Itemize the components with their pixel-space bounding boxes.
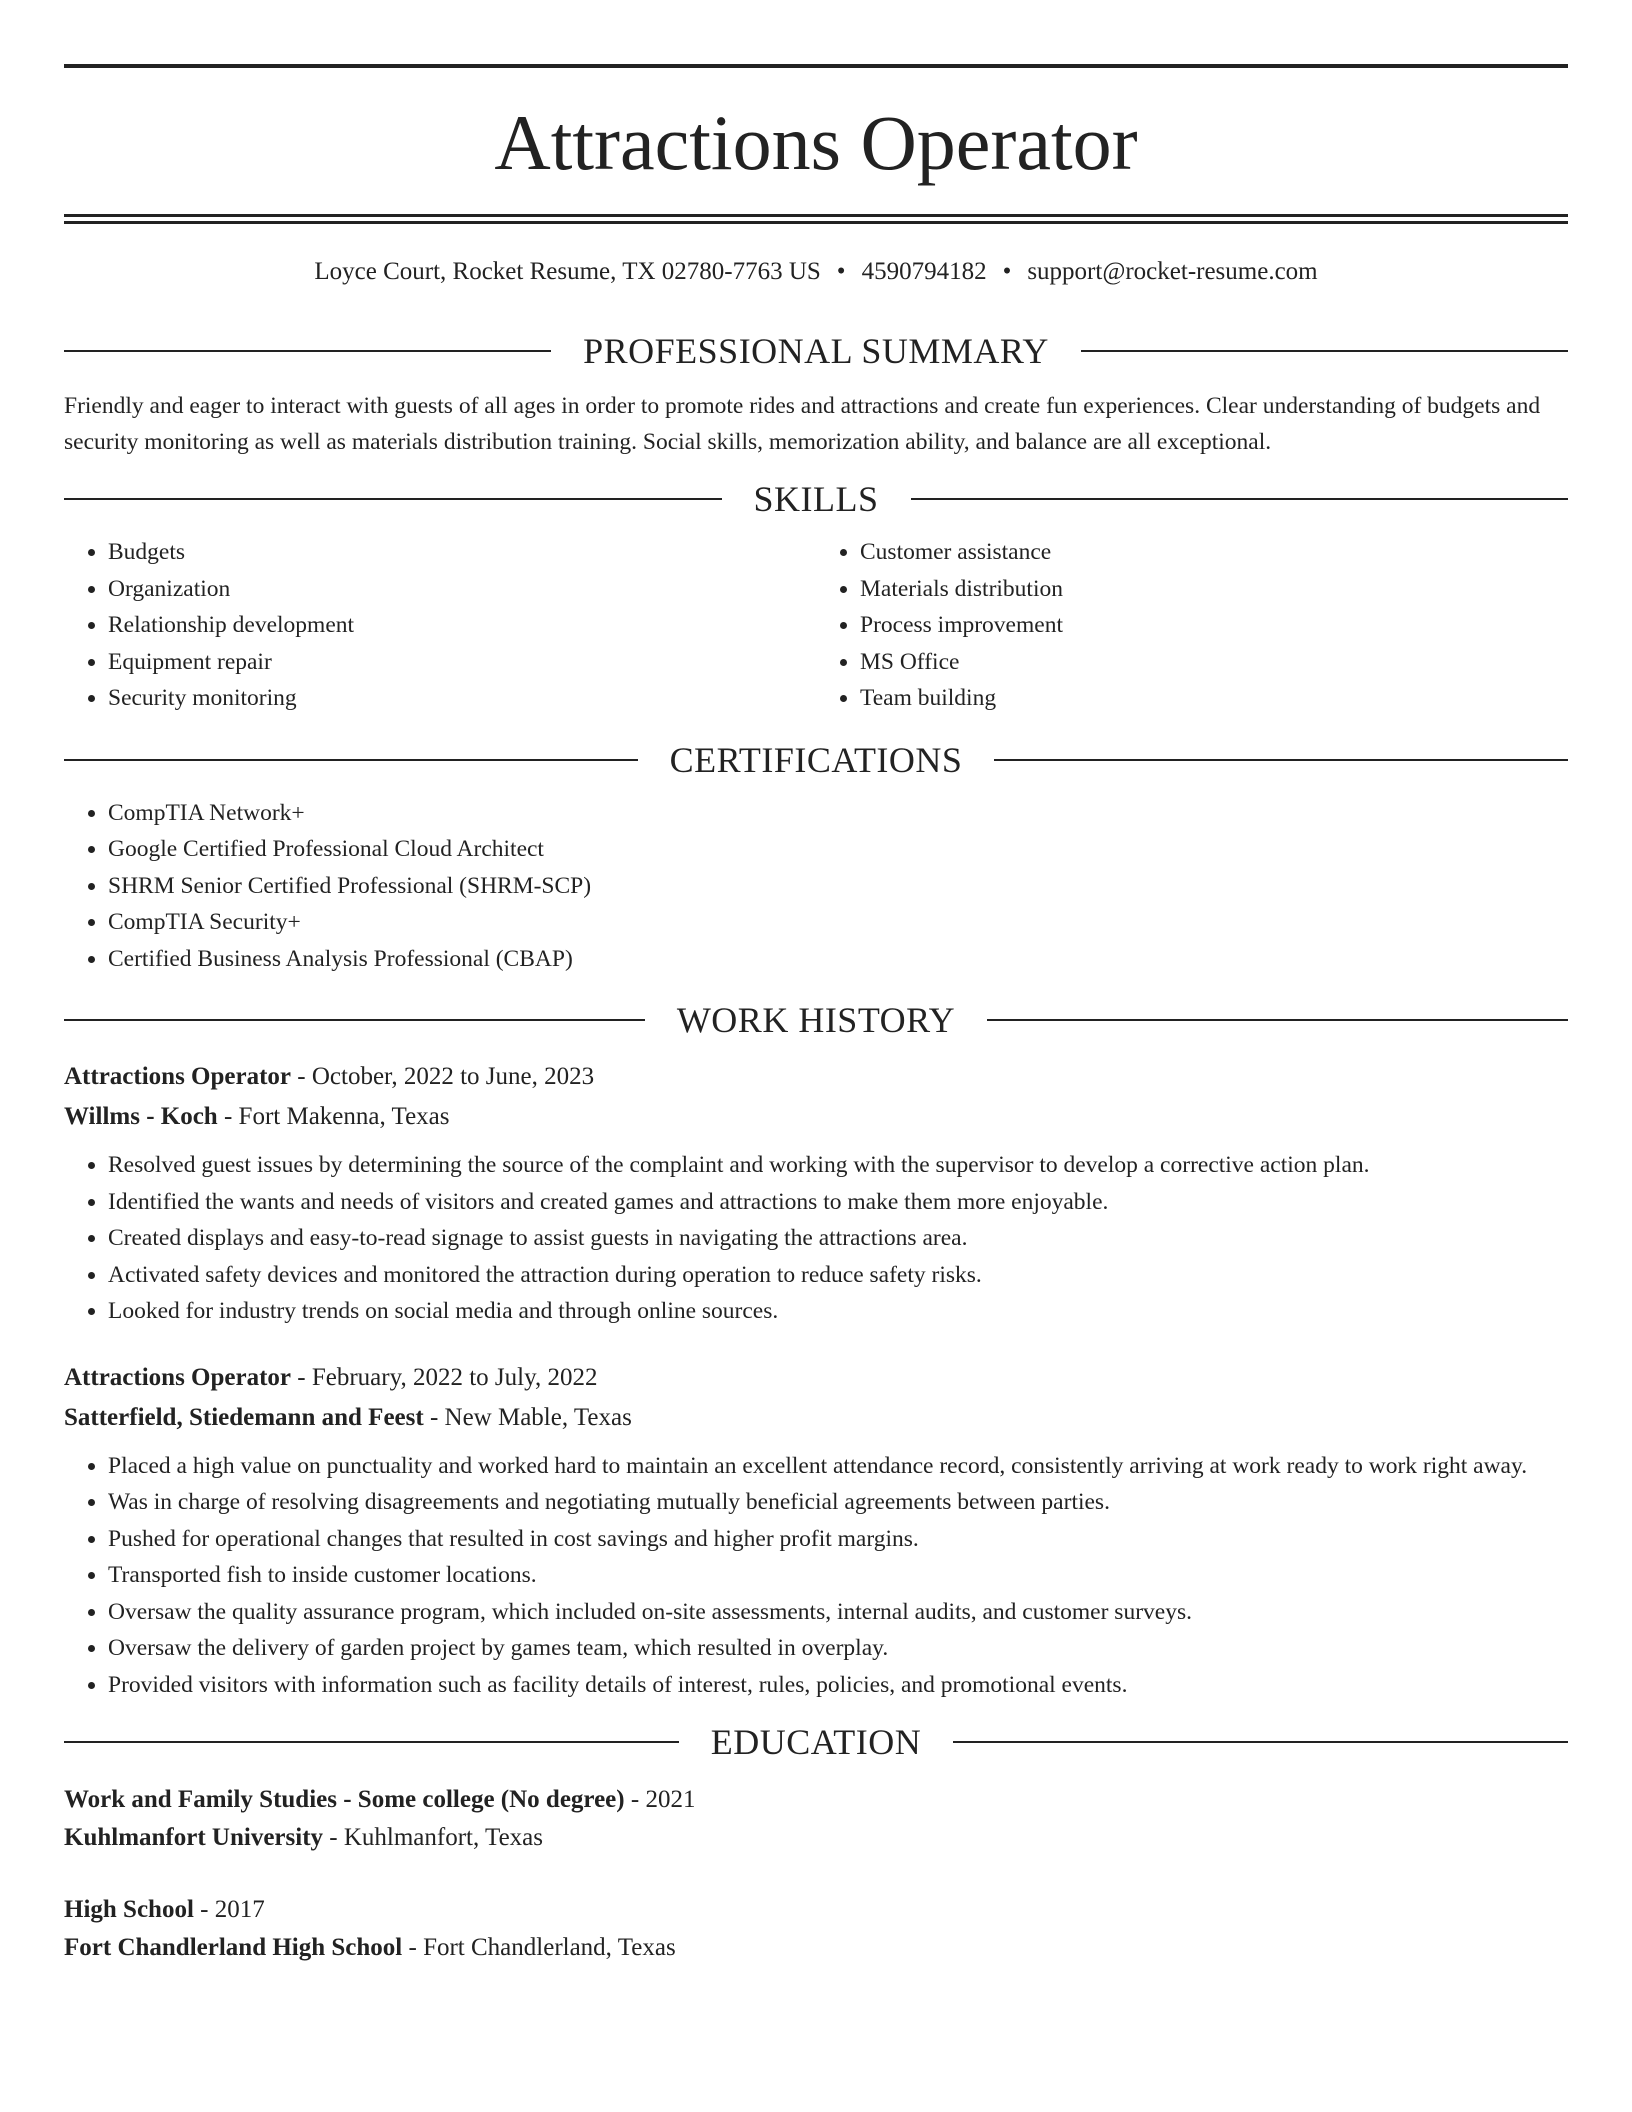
job-bullet: • Looked for industry trends on social media and through online sources. [108, 1293, 1568, 1330]
education-degree-line: Work and Family Studies - Some college (No degree) - 2021 [64, 1786, 696, 1813]
skill-item: • Relationship development [108, 607, 816, 644]
job-bullet: • Created displays and easy-to-read signage to assist guests in navigating the attractions area. [108, 1220, 1568, 1257]
certification-item: • SHRM Senior Certified Professional (SHRM-SCP) [108, 868, 1568, 905]
section-title-summary: PROFESSIONAL SUMMARY [583, 331, 1049, 371]
section-header-summary [64, 330, 1568, 372]
section-rule [953, 1741, 1568, 1743]
job-location: Fort Makenna, Texas [238, 1103, 450, 1130]
job-bullet: • Placed a high value on punctuality and worked hard to maintain an excellent attendance record, consistently arriving at work ready to work right away. [108, 1448, 1568, 1485]
job-bullet: • Provided visitors with information such as facility details of interest, rules, policies, and promotional events. [108, 1667, 1568, 1704]
skills-list-left [64, 534, 816, 717]
education-location: Fort Chandlerland, Texas [423, 1934, 676, 1961]
section-rule [64, 759, 638, 761]
skill-item: • Budgets [108, 534, 816, 571]
section-rule [1081, 350, 1568, 352]
education-entry [64, 1781, 1568, 1857]
job-title-line: Attractions Operator - February, 2022 to July, 2022 [64, 1363, 598, 1391]
section-rule [911, 498, 1569, 500]
top-rule [64, 64, 1568, 68]
job-location: New Mable, Texas [444, 1403, 632, 1431]
contact-email: support@rocket-resume.com [1027, 258, 1318, 285]
education-school-line: Kuhlmanfort University - Kuhlmanfort, Texas [64, 1824, 543, 1851]
job-bullet: • Pushed for operational changes that resulted in cost savings and higher profit margins. [108, 1521, 1568, 1558]
title-double-rule [64, 214, 1568, 224]
contact-phone: 4590794182 [861, 258, 987, 285]
job-bullet: • Transported fish to inside customer locations. [108, 1557, 1568, 1594]
section-rule [994, 759, 1568, 761]
job-title: Attractions Operator [64, 1063, 292, 1090]
certification-item: • Google Certified Professional Cloud Architect [108, 831, 1568, 868]
skill-item: • Security monitoring [108, 680, 816, 717]
summary-text: Friendly and eager to interact with guests of all ages in order to promote rides and attractions and create fun experiences. Clear understanding of budgets and security monitoring as well as materials distribution training. Social skills, memorization ability, and balance are all exceptional. [64, 393, 1541, 455]
job-bullet: • Identified the wants and needs of visitors and created games and attractions to make them more enjoyable. [108, 1184, 1568, 1221]
section-header-certifications [64, 739, 1568, 781]
job-bullets [64, 1448, 1568, 1704]
job-company: Satterfield, Stiedemann and Feest [64, 1403, 424, 1431]
section-rule [64, 1019, 645, 1021]
job-title-line: Attractions Operator - October, 2022 to June, 2023 [64, 1063, 595, 1090]
resume-title: Attractions Operator [494, 99, 1138, 186]
section-header-skills [64, 478, 1568, 520]
education-year: 2021 [645, 1786, 696, 1813]
skills-list-right [816, 534, 1568, 717]
section-title-skills: SKILLS [753, 479, 879, 519]
contact-separator: • [836, 258, 846, 285]
contact-line [64, 258, 1568, 286]
education-degree: Work and Family Studies - Some college (No degree) [64, 1786, 625, 1813]
section-header-work [64, 999, 1568, 1041]
job-company-line: Willms - Koch - Fort Makenna, Texas [64, 1103, 450, 1130]
job-bullets [64, 1147, 1568, 1330]
education-year: 2017 [214, 1896, 265, 1923]
certification-item: • Certified Business Analysis Professional (CBAP) [108, 941, 1568, 978]
job-dates: October, 2022 to June, 2023 [311, 1063, 595, 1090]
skills-grid [64, 534, 1568, 717]
skill-item: • Organization [108, 571, 816, 608]
job-bullet: • Resolved guest issues by determining the source of the complaint and working with the supervisor to develop a corrective action plan. [108, 1147, 1568, 1184]
contact-address: Loyce Court, Rocket Resume, TX 02780-7763 US [314, 258, 821, 285]
education-entry [64, 1891, 1568, 1967]
section-rule [64, 498, 722, 500]
education-school: Kuhlmanfort University [64, 1824, 324, 1851]
skill-item: • Team building [860, 680, 1568, 717]
job-bullet: • Activated safety devices and monitored the attraction during operation to reduce safety risks. [108, 1257, 1568, 1294]
job-dates: February, 2022 to July, 2022 [311, 1363, 598, 1391]
education-school: Fort Chandlerland High School [64, 1934, 403, 1961]
education-degree-line: High School - 2017 [64, 1896, 265, 1923]
contact-separator: • [1002, 258, 1012, 285]
certifications-list [64, 795, 1568, 978]
education-school-line: Fort Chandlerland High School - Fort Chandlerland, Texas [64, 1934, 676, 1961]
job-entry [64, 1057, 1568, 1330]
section-rule [64, 350, 551, 352]
resume-content [64, 64, 1568, 1967]
job-bullet: • Oversaw the delivery of garden project by games team, which resulted in overplay. [108, 1630, 1568, 1667]
job-bullet: • Oversaw the quality assurance program, which included on-site assessments, internal audits, and customer surveys. [108, 1594, 1568, 1631]
skill-item: • Customer assistance [860, 534, 1568, 571]
section-title-work: WORK HISTORY [676, 1000, 956, 1040]
section-rule [64, 1741, 679, 1743]
job-title: Attractions Operator [64, 1363, 292, 1391]
job-bullet: • Was in charge of resolving disagreements and negotiating mutually beneficial agreements between parties. [108, 1484, 1568, 1521]
section-header-education [64, 1721, 1568, 1763]
job-entry [64, 1358, 1568, 1704]
certification-item: • CompTIA Network+ [108, 795, 1568, 832]
skill-item: • MS Office [860, 644, 1568, 681]
skill-item: • Materials distribution [860, 571, 1568, 608]
job-company: Willms - Koch [64, 1103, 218, 1130]
section-title-certifications: CERTIFICATIONS [669, 739, 963, 780]
education-location: Kuhlmanfort, Texas [343, 1824, 543, 1851]
job-company-line: Satterfield, Stiedemann and Feest - New Mable, Texas [64, 1403, 632, 1431]
section-rule [987, 1019, 1568, 1021]
education-degree: High School [64, 1896, 194, 1923]
skill-item: • Process improvement [860, 607, 1568, 644]
section-title-education: EDUCATION [710, 1722, 922, 1762]
certification-item: • CompTIA Security+ [108, 904, 1568, 941]
skill-item: • Equipment repair [108, 644, 816, 681]
